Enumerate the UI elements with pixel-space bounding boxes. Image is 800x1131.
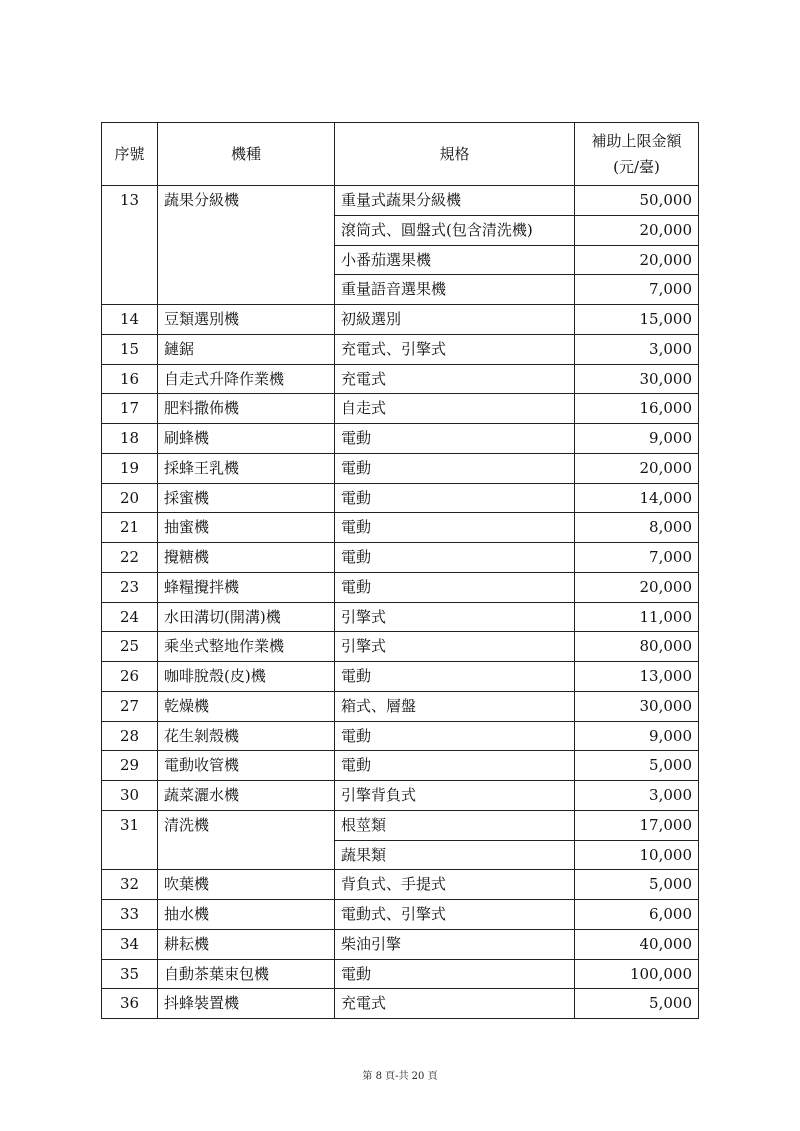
cell-machine-name: 水田溝切(開溝)機 [158, 602, 335, 632]
cell-no: 30 [102, 781, 158, 811]
cell-no: 13 [102, 186, 158, 305]
cell-spec: 電動 [335, 959, 575, 989]
cell-no: 15 [102, 334, 158, 364]
cell-machine-name: 鏈鋸 [158, 334, 335, 364]
cell-amount: 50,000 [575, 186, 699, 216]
table-row [102, 394, 699, 424]
cell-amount: 7,000 [575, 275, 699, 305]
cell-amount: 20,000 [575, 572, 699, 602]
table-row [102, 751, 699, 781]
table-row [102, 543, 699, 573]
cell-no: 34 [102, 929, 158, 959]
table-row [102, 424, 699, 454]
cell-machine-name: 肥料撒佈機 [158, 394, 335, 424]
cell-spec: 引擎背負式 [335, 781, 575, 811]
table-row [102, 334, 699, 364]
cell-spec: 充電式 [335, 364, 575, 394]
cell-amount: 10,000 [575, 840, 699, 870]
cell-machine-name: 吹葉機 [158, 870, 335, 900]
table-row [102, 959, 699, 989]
cell-spec: 電動 [335, 751, 575, 781]
cell-no: 33 [102, 900, 158, 930]
cell-machine-name: 豆類選別機 [158, 305, 335, 335]
cell-spec: 電動 [335, 453, 575, 483]
cell-spec: 電動 [335, 424, 575, 454]
cell-spec: 重量語音選果機 [335, 275, 575, 305]
cell-amount: 20,000 [575, 245, 699, 275]
table-body [102, 186, 699, 1019]
cell-machine-name: 自動茶葉束包機 [158, 959, 335, 989]
cell-spec: 電動 [335, 572, 575, 602]
table-header [102, 123, 699, 186]
cell-machine-name: 蜂糧攪拌機 [158, 572, 335, 602]
cell-spec: 電動式、引擎式 [335, 900, 575, 930]
cell-machine-name: 蔬果分級機 [158, 186, 335, 305]
cell-spec: 箱式、層盤 [335, 691, 575, 721]
table-row [102, 364, 699, 394]
cell-amount: 5,000 [575, 989, 699, 1019]
cell-machine-name: 乾燥機 [158, 691, 335, 721]
cell-no: 22 [102, 543, 158, 573]
cell-amount: 8,000 [575, 513, 699, 543]
cell-no: 18 [102, 424, 158, 454]
cell-spec: 初級選別 [335, 305, 575, 335]
cell-no: 26 [102, 662, 158, 692]
table-row [102, 186, 699, 216]
cell-spec: 引擎式 [335, 632, 575, 662]
header-spec: 規格 [335, 123, 575, 186]
table-row [102, 691, 699, 721]
cell-spec: 滾筒式、圓盤式(包含清洗機) [335, 215, 575, 245]
header-no: 序號 [102, 123, 158, 186]
cell-spec: 自走式 [335, 394, 575, 424]
cell-no: 25 [102, 632, 158, 662]
cell-no: 28 [102, 721, 158, 751]
header-amount-line1: 補助上限金額 [591, 132, 682, 150]
cell-no: 16 [102, 364, 158, 394]
cell-machine-name: 耕耘機 [158, 929, 335, 959]
cell-spec: 充電式、引擎式 [335, 334, 575, 364]
cell-spec: 電動 [335, 543, 575, 573]
cell-amount: 100,000 [575, 959, 699, 989]
cell-amount: 11,000 [575, 602, 699, 632]
table-row [102, 632, 699, 662]
cell-amount: 5,000 [575, 751, 699, 781]
table-row [102, 810, 699, 840]
cell-amount: 3,000 [575, 781, 699, 811]
cell-amount: 16,000 [575, 394, 699, 424]
header-name: 機種 [158, 123, 335, 186]
cell-amount: 80,000 [575, 632, 699, 662]
cell-machine-name: 抽蜜機 [158, 513, 335, 543]
cell-spec: 電動 [335, 721, 575, 751]
cell-no: 14 [102, 305, 158, 335]
cell-no: 23 [102, 572, 158, 602]
cell-no: 29 [102, 751, 158, 781]
cell-amount: 15,000 [575, 305, 699, 335]
header-amount [575, 123, 699, 186]
cell-amount: 17,000 [575, 810, 699, 840]
cell-no: 19 [102, 453, 158, 483]
cell-amount: 6,000 [575, 900, 699, 930]
table-row [102, 305, 699, 335]
cell-machine-name: 攪糖機 [158, 543, 335, 573]
cell-spec: 電動 [335, 513, 575, 543]
cell-amount: 3,000 [575, 334, 699, 364]
cell-machine-name: 蔬菜灑水機 [158, 781, 335, 811]
cell-no: 17 [102, 394, 158, 424]
cell-spec: 小番茄選果機 [335, 245, 575, 275]
cell-machine-name: 清洗機 [158, 810, 335, 870]
table-row [102, 513, 699, 543]
cell-machine-name: 刷蜂機 [158, 424, 335, 454]
table-row [102, 900, 699, 930]
cell-no: 27 [102, 691, 158, 721]
cell-spec: 柴油引擎 [335, 929, 575, 959]
cell-spec: 充電式 [335, 989, 575, 1019]
subsidy-table [101, 122, 699, 1019]
cell-no: 31 [102, 810, 158, 870]
cell-amount: 40,000 [575, 929, 699, 959]
table-row [102, 781, 699, 811]
cell-amount: 20,000 [575, 453, 699, 483]
cell-machine-name: 採蜜機 [158, 483, 335, 513]
cell-no: 20 [102, 483, 158, 513]
cell-spec: 引擎式 [335, 602, 575, 632]
cell-amount: 9,000 [575, 424, 699, 454]
cell-amount: 30,000 [575, 364, 699, 394]
page-footer: 第 8 頁-共 20 頁 [362, 1071, 438, 1082]
cell-amount: 7,000 [575, 543, 699, 573]
cell-spec: 蔬果類 [335, 840, 575, 870]
cell-machine-name: 咖啡脫殼(皮)機 [158, 662, 335, 692]
cell-no: 36 [102, 989, 158, 1019]
header-amount-line2: (元/臺) [613, 158, 660, 176]
table-row [102, 602, 699, 632]
cell-machine-name: 電動收管機 [158, 751, 335, 781]
table-row [102, 721, 699, 751]
cell-no: 24 [102, 602, 158, 632]
cell-spec: 背負式、手提式 [335, 870, 575, 900]
table-row [102, 870, 699, 900]
cell-no: 32 [102, 870, 158, 900]
cell-amount: 13,000 [575, 662, 699, 692]
table-row [102, 483, 699, 513]
table-row [102, 453, 699, 483]
table-row [102, 929, 699, 959]
cell-spec: 電動 [335, 483, 575, 513]
cell-amount: 9,000 [575, 721, 699, 751]
cell-no: 21 [102, 513, 158, 543]
cell-spec: 電動 [335, 662, 575, 692]
table-row [102, 662, 699, 692]
cell-amount: 14,000 [575, 483, 699, 513]
cell-amount: 30,000 [575, 691, 699, 721]
cell-no: 35 [102, 959, 158, 989]
table-row [102, 989, 699, 1019]
cell-spec: 重量式蔬果分級機 [335, 186, 575, 216]
table-row [102, 572, 699, 602]
cell-machine-name: 乘坐式整地作業機 [158, 632, 335, 662]
cell-spec: 根莖類 [335, 810, 575, 840]
cell-amount: 5,000 [575, 870, 699, 900]
header-row [102, 123, 699, 186]
cell-machine-name: 花生剝殼機 [158, 721, 335, 751]
cell-machine-name: 抖蜂裝置機 [158, 989, 335, 1019]
cell-machine-name: 自走式升降作業機 [158, 364, 335, 394]
cell-amount: 20,000 [575, 215, 699, 245]
cell-machine-name: 抽水機 [158, 900, 335, 930]
cell-machine-name: 採蜂王乳機 [158, 453, 335, 483]
